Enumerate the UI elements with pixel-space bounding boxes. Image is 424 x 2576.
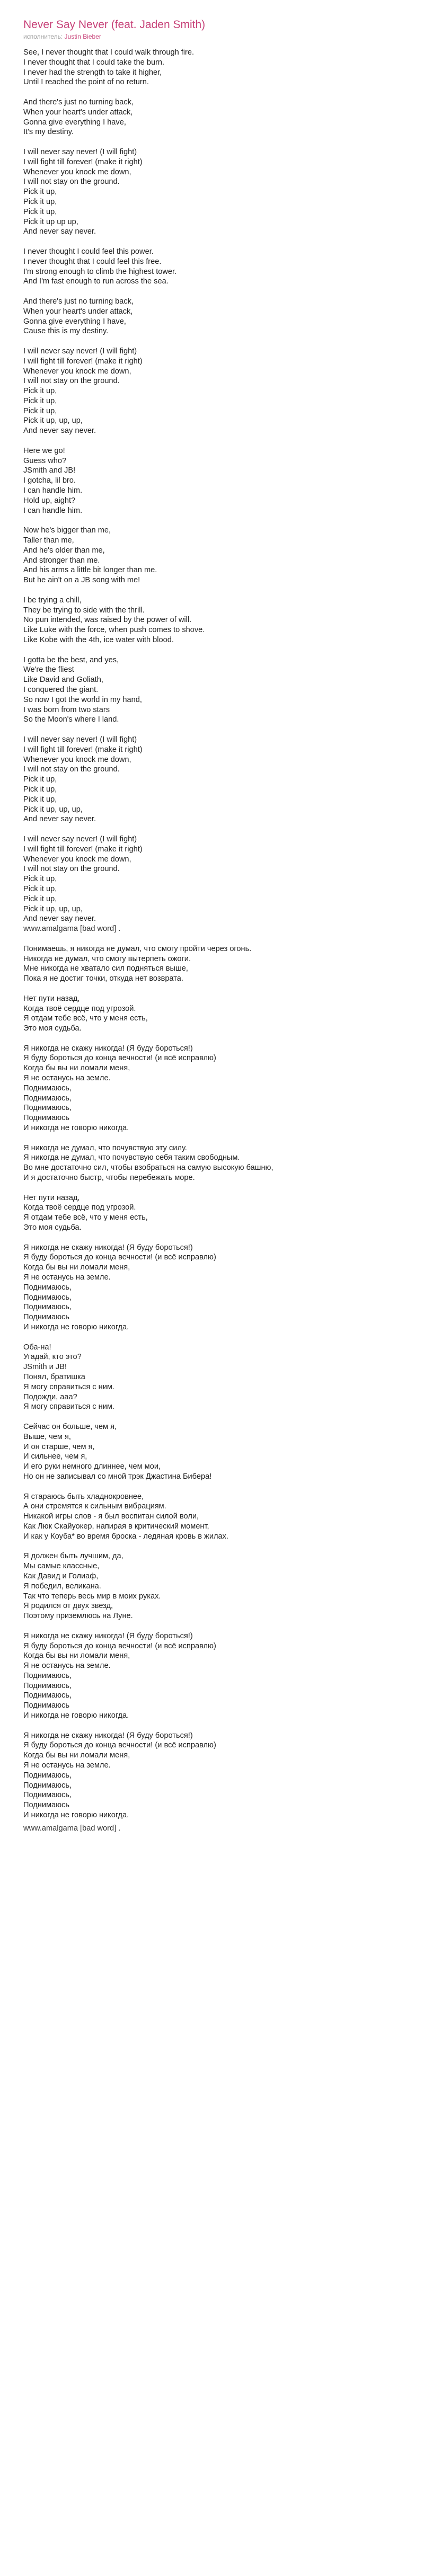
lyric-line: Pick it up up up, — [23, 217, 78, 226]
lyric-line: Я могу справиться с ним. — [23, 1402, 114, 1411]
lyric-line: I will not stay on the ground. — [23, 765, 120, 774]
lyric-line: Pick it up, up, up, — [23, 416, 83, 425]
lyric-line: Я не останусь на земле. — [23, 1273, 111, 1282]
lyrics-translation — [23, 944, 401, 1820]
lyric-line: They be trying to side with the thrill. — [23, 606, 145, 615]
stanza — [23, 297, 401, 336]
lyric-line: Я не останусь на земле. — [23, 1074, 111, 1083]
lyric-line: Понял, братишка — [23, 1372, 85, 1381]
lyric-line: Gonna give everything I have, — [23, 317, 126, 326]
lyric-line: I was born from two stars — [23, 705, 110, 714]
lyric-line: Я буду бороться до конца вечности! (и всё исправлю) — [23, 1641, 216, 1650]
lyric-line: I never had the strength to take it higher, — [23, 68, 162, 77]
lyric-line: Поднимаюсь — [23, 1701, 70, 1710]
lyric-line: Pick it up, — [23, 207, 57, 216]
lyric-line: I be trying a chill, — [23, 596, 82, 605]
lyric-line: I will fight till forever! (make it right) — [23, 357, 143, 366]
lyric-line: Поднимаюсь, — [23, 1691, 72, 1700]
lyric-line: Выше, чем я, — [23, 1432, 71, 1441]
lyric-line: Whenever you knock me down, — [23, 167, 131, 176]
lyric-line: Cause this is my destiny. — [23, 327, 109, 336]
lyric-line: I will fight till forever! (make it right) — [23, 157, 143, 166]
lyric-line: А они стремятся к сильным вибрациям. — [23, 1502, 166, 1511]
lyric-line: Поднимаюсь, — [23, 1104, 72, 1113]
lyric-line: I never thought that I could take the burn. — [23, 58, 165, 67]
lyric-line: И я достаточно быстр, чтобы перебежать море. — [23, 1174, 195, 1183]
lyric-line: And his arms a little bit longer than me. — [23, 566, 157, 575]
lyric-line: Я отдам тебе всё, что у меня есть, — [23, 1213, 148, 1222]
stanza — [23, 994, 401, 1034]
lyric-line: No pun intended, was raised by the power of will. — [23, 616, 192, 625]
lyric-line: When your heart's under attack, — [23, 307, 133, 316]
lyric-line: I will fight till forever! (make it right) — [23, 745, 143, 754]
lyric-line: I can handle him. — [23, 506, 83, 515]
stanza — [23, 1631, 401, 1721]
lyric-line: Оба-на! — [23, 1343, 51, 1352]
lyric-line: Когда бы вы ни ломали меня, — [23, 1651, 130, 1660]
song-title: Never Say Never (feat. Jaden Smith) — [23, 19, 206, 31]
lyric-line: Я должен быть лучшим, да, — [23, 1552, 123, 1561]
lyric-line: Но он не записывал со мной трэк Джастина Бибера! — [23, 1472, 212, 1481]
artist-line — [23, 32, 401, 41]
stanza — [23, 1731, 401, 1820]
lyric-line: Я победил, великана. — [23, 1582, 101, 1591]
lyric-line: Я не останусь на земле. — [23, 1662, 111, 1671]
stanza — [23, 834, 401, 924]
lyric-line: Поднимаюсь, — [23, 1283, 72, 1292]
lyric-line: Pick it up, — [23, 396, 57, 405]
lyric-line: Никакой игры слов - я был воспитан силой воли, — [23, 1512, 199, 1521]
lyric-line: Поднимаюсь — [23, 1313, 70, 1322]
lyric-line: Я не останусь на земле. — [23, 1761, 111, 1770]
stanza — [23, 1044, 401, 1133]
lyric-line: И он старше, чем я, — [23, 1442, 95, 1451]
lyric-line: Я никогда не скажу никогда! (Я буду бороться!) — [23, 1731, 193, 1740]
lyric-line: And never say never. — [23, 427, 96, 436]
lyric-line: Пока я не достиг точки, откуда нет возврата. — [23, 974, 183, 983]
stanza — [23, 1492, 401, 1542]
lyric-line: Pick it up, — [23, 188, 57, 197]
lyric-line: И как у Коуба* во время броска - ледяная кровь в жилах. — [23, 1532, 228, 1541]
lyric-line: Я никогда не думал, что почувствую эту силу. — [23, 1143, 187, 1152]
lyric-line: I will not stay on the ground. — [23, 377, 120, 386]
stanza — [23, 1343, 401, 1413]
lyric-line: Pick it up, — [23, 785, 57, 794]
lyric-line: Мы самые классные, — [23, 1562, 100, 1571]
lyric-line: Я родился от двух звезд, — [23, 1602, 113, 1611]
lyric-line: Pick it up, — [23, 775, 57, 784]
lyric-line: And never say never. — [23, 227, 96, 236]
lyric-line: JSmith and JB! — [23, 466, 76, 475]
stanza — [23, 1551, 401, 1621]
lyric-line: И никогда не говорю никогда. — [23, 1811, 129, 1820]
stanza — [23, 735, 401, 824]
lyric-line: JSmith и JB! — [23, 1363, 67, 1372]
lyric-line: And never say never. — [23, 914, 96, 923]
source-credit: www.amalgama [bad word] . — [23, 925, 121, 934]
lyric-line: Я никогда не думал, что почувствую себя таким свободным. — [23, 1153, 240, 1162]
lyric-line: Here we go! — [23, 446, 65, 455]
lyric-line: So now I got the world in my hand, — [23, 695, 142, 704]
lyric-line: I'm strong enough to climb the highest tower. — [23, 267, 177, 276]
lyric-line: I conquered the giant. — [23, 686, 99, 694]
lyric-line: Pick it up, — [23, 875, 57, 884]
lyric-line: Я буду бороться до конца вечности! (и всё исправлю) — [23, 1253, 216, 1262]
lyric-line: Like David and Goliath, — [23, 676, 103, 685]
stanza — [23, 655, 401, 725]
lyric-line: Я буду бороться до конца вечности! (и всё исправлю) — [23, 1054, 216, 1063]
lyric-line: И никогда не говорю никогда. — [23, 1711, 129, 1720]
stanza — [23, 526, 401, 585]
lyric-line: Угадай, кто это? — [23, 1353, 82, 1362]
lyric-line: Понимаешь, я никогда не думал, что смогу пройти через огонь. — [23, 944, 252, 953]
lyric-line: Поднимаюсь, — [23, 1681, 72, 1690]
lyric-line: Нет пути назад, — [23, 994, 80, 1003]
lyric-line: Поднимаюсь, — [23, 1293, 72, 1302]
lyric-line: Когда бы вы ни ломали меня, — [23, 1263, 130, 1272]
lyric-line: Поднимаюсь, — [23, 1771, 72, 1780]
lyric-line: Когда бы вы ни ломали меня, — [23, 1064, 130, 1073]
lyric-line: So the Moon's where I land. — [23, 715, 119, 724]
stanza — [23, 97, 401, 137]
lyric-line: I never thought that I could feel this free. — [23, 257, 162, 266]
lyric-line: I will never say never! (I will fight) — [23, 735, 137, 744]
lyric-line: Когда твоё сердце под угрозой. — [23, 1004, 136, 1013]
artist-label: исполнитель: — [23, 33, 63, 40]
lyric-line: And stronger than me. — [23, 556, 100, 565]
lyric-line: И его руки немного длиннее, чем мои, — [23, 1462, 161, 1471]
lyric-line: Никогда не думал, что смогу вытерпеть ожоги. — [23, 954, 191, 963]
lyric-line: И никогда не говорю никогда. — [23, 1124, 129, 1133]
lyric-line: Я стараюсь быть хладнокровнее, — [23, 1492, 144, 1501]
lyric-line: Until I reached the point of no return. — [23, 78, 149, 87]
lyric-line: Я буду бороться до конца вечности! (и всё исправлю) — [23, 1741, 216, 1750]
lyric-line: I will fight till forever! (make it right) — [23, 845, 143, 854]
lyric-line: Whenever you knock me down, — [23, 367, 131, 376]
lyric-line: Поднимаюсь — [23, 1801, 70, 1810]
lyric-line: Это моя судьба. — [23, 1024, 82, 1033]
lyric-line: I will never say never! (I will fight) — [23, 347, 137, 356]
lyric-line: Поднимаюсь, — [23, 1791, 72, 1800]
lyrics-body — [23, 48, 401, 1834]
lyric-line: Это моя судьба. — [23, 1223, 82, 1232]
page-content — [23, 0, 401, 1834]
lyric-line: And never say never. — [23, 815, 96, 824]
lyric-line: Нет пути назад, — [23, 1193, 80, 1202]
lyric-line: Like Luke with the force, when push comes to shove. — [23, 626, 205, 635]
lyric-line: I will not stay on the ground. — [23, 177, 120, 186]
stanza — [23, 1193, 401, 1233]
lyric-line: Pick it up, — [23, 795, 57, 804]
lyric-line: Pick it up, — [23, 197, 57, 206]
lyric-line: I gotta be the best, and yes, — [23, 655, 119, 664]
lyric-line: Pick it up, — [23, 894, 57, 903]
lyric-line: Like Kobe with the 4th, ice water with blood. — [23, 636, 174, 645]
lyric-line: Сейчас он больше, чем я, — [23, 1422, 117, 1431]
lyric-line: Как Люк Скайуокер, напирая в критический момент, — [23, 1522, 209, 1531]
lyric-line: When your heart's under attack, — [23, 108, 133, 117]
lyric-line: See, I never thought that I could walk through fire. — [23, 48, 195, 57]
artist-link[interactable]: Justin Bieber — [64, 33, 101, 40]
stanza — [23, 48, 401, 87]
stanza — [23, 596, 401, 645]
lyric-line: I never thought I could feel this power. — [23, 247, 154, 256]
lyric-line: Hold up, aight? — [23, 496, 76, 505]
lyrics-original — [23, 48, 401, 924]
lyric-line: Pick it up, up, up, — [23, 904, 83, 913]
stanza — [23, 1143, 401, 1183]
lyric-line: It's my destiny. — [23, 128, 74, 137]
lyric-line: Whenever you knock me down, — [23, 755, 131, 764]
lyric-line: Поднимаюсь, — [23, 1083, 72, 1092]
lyric-line: Поднимаюсь, — [23, 1303, 72, 1312]
lyric-line: Я никогда не скажу никогда! (Я буду бороться!) — [23, 1044, 193, 1053]
lyric-line: And there's just no turning back, — [23, 97, 134, 106]
lyric-line: Pick it up, — [23, 387, 57, 396]
lyric-line: But he ain't on a JB song with me! — [23, 576, 140, 585]
stanza — [23, 247, 401, 287]
stanza — [23, 944, 401, 984]
lyric-line: I will never say never! (I will fight) — [23, 834, 137, 843]
lyric-line: Поднимаюсь — [23, 1114, 70, 1123]
lyric-line: And he's older than me, — [23, 546, 105, 555]
lyric-line: Guess who? — [23, 456, 67, 465]
lyric-line: Whenever you knock me down, — [23, 855, 131, 864]
lyric-line: Поднимаюсь, — [23, 1781, 72, 1790]
lyric-line: Подожди, ааа? — [23, 1392, 77, 1401]
lyric-line: I can handle him. — [23, 486, 83, 495]
lyric-line: Поднимаюсь, — [23, 1094, 72, 1103]
lyric-line: Поднимаюсь, — [23, 1671, 72, 1680]
stanza — [23, 1243, 401, 1333]
lyric-line: I will never say never! (I will fight) — [23, 147, 137, 156]
lyric-line: Поэтому приземлюсь на Луне. — [23, 1612, 133, 1621]
lyric-line: Gonna give everything I have, — [23, 118, 126, 127]
lyric-line: Когда твоё сердце под угрозой. — [23, 1203, 136, 1212]
lyric-line: Pick it up, up, up, — [23, 805, 83, 814]
lyric-line: Я никогда не скажу никогда! (Я буду бороться!) — [23, 1631, 193, 1640]
lyric-line: And I'm fast enough to run across the sea. — [23, 277, 169, 286]
stanza — [23, 446, 401, 516]
lyric-line: And there's just no turning back, — [23, 297, 134, 306]
lyric-line: Pick it up, — [23, 406, 57, 415]
lyric-line: Я никогда не скажу никогда! (Я буду бороться!) — [23, 1243, 193, 1252]
lyric-line: I gotcha, lil bro. — [23, 476, 76, 485]
source-credit-footer: www.amalgama [bad word] . — [23, 1824, 121, 1833]
lyric-line: Когда бы вы ни ломали меня, — [23, 1751, 130, 1760]
lyric-line: I will not stay on the ground. — [23, 865, 120, 874]
lyric-line: Так что теперь весь мир в моих руках. — [23, 1592, 161, 1601]
stanza — [23, 147, 401, 237]
lyric-line: Во мне достаточно сил, чтобы взобраться на самую высокую башню, — [23, 1163, 273, 1172]
lyric-line: Как Давид и Голиаф, — [23, 1571, 99, 1580]
lyric-line: Taller than me, — [23, 536, 74, 545]
lyric-line: И никогда не говорю никогда. — [23, 1323, 129, 1331]
lyric-line: Now he's bigger than me, — [23, 526, 111, 535]
lyric-line: Я отдам тебе всё, что у меня есть, — [23, 1014, 148, 1023]
lyric-line: Pick it up, — [23, 884, 57, 893]
lyric-line: Я могу справиться с ним. — [23, 1382, 114, 1391]
lyric-line: И сильнее, чем я, — [23, 1452, 87, 1461]
lyric-line: Мне никогда не хватало сил подняться выше, — [23, 964, 188, 973]
stanza — [23, 347, 401, 436]
lyric-line: We're the fliest — [23, 665, 74, 674]
stanza — [23, 1422, 401, 1482]
